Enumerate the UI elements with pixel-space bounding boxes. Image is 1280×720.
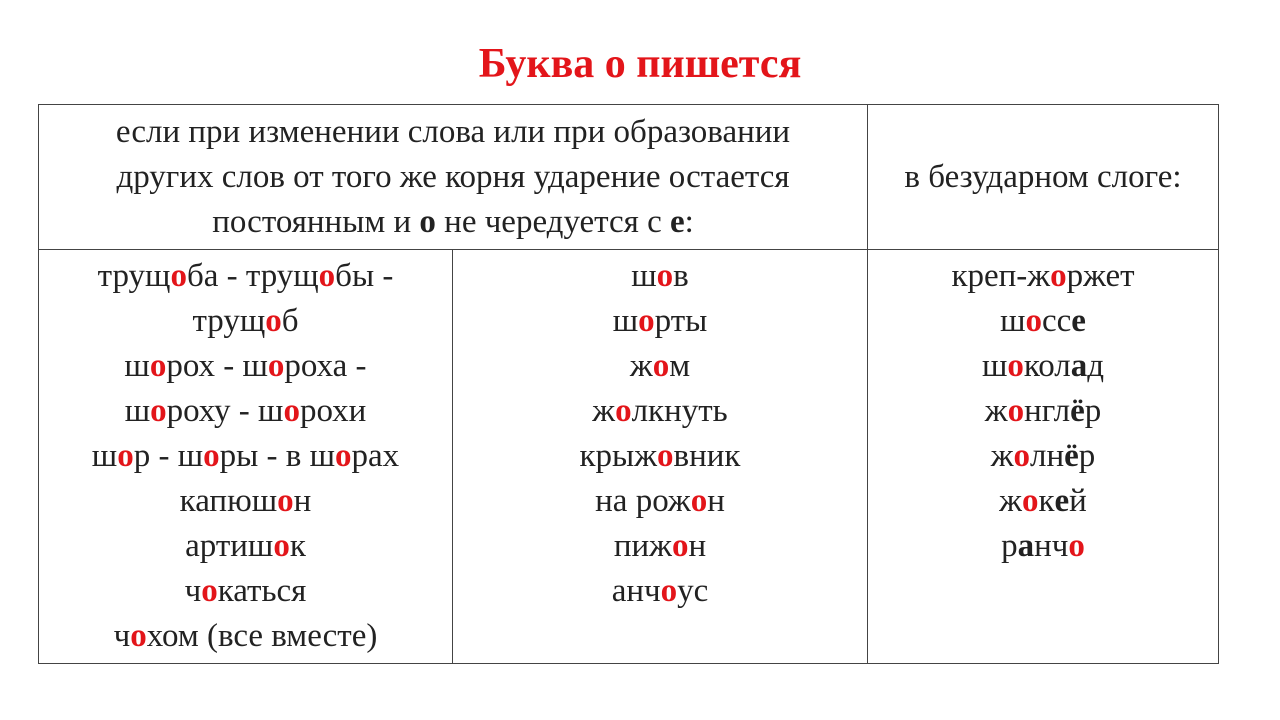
highlighted-letter: о: [150, 393, 167, 429]
example-word: [868, 434, 1218, 479]
word-segment: :: [684, 203, 694, 240]
bold-letter: о: [419, 203, 436, 240]
word-segment: рты: [654, 303, 708, 339]
word-segment: постоянным и: [212, 203, 420, 240]
highlighted-letter: о: [335, 438, 352, 474]
example-word: [868, 524, 1218, 569]
example-word: [39, 614, 452, 659]
spelling-rule-table: [38, 104, 1219, 664]
example-word: [39, 389, 452, 434]
highlighted-letter: о: [615, 393, 632, 429]
word-segment: ш: [612, 303, 639, 339]
word-segment: ж: [999, 483, 1022, 519]
word-segment: р: [1001, 528, 1018, 564]
header-condition-unstressed-cell: [868, 105, 1219, 250]
word-segment: ш: [91, 438, 118, 474]
example-word: [868, 254, 1218, 299]
example-word: [868, 299, 1218, 344]
highlighted-letter: о: [1013, 438, 1030, 474]
header-condition-line: [39, 110, 867, 155]
word-segment: лкнуть: [631, 393, 728, 429]
highlighted-letter: о: [656, 258, 674, 294]
word-segment: артиш: [185, 528, 274, 564]
word-segment: нч: [1034, 528, 1069, 564]
header-unstressed-label: в безударном слоге:: [904, 158, 1182, 195]
word-segment: других слов от того же корня ударение остается: [116, 158, 790, 195]
example-word: [453, 254, 867, 299]
word-segment: н: [707, 483, 725, 519]
word-segment: д: [1087, 348, 1105, 384]
word-segment: вник: [673, 438, 741, 474]
word-segment: рох - ш: [166, 348, 268, 384]
word-segment: ж: [990, 438, 1014, 474]
highlighted-letter: о: [660, 573, 678, 609]
word-segment: каться: [217, 573, 307, 609]
word-segment: ш: [1000, 303, 1026, 339]
word-segment: р - ш: [133, 438, 204, 474]
example-word: [39, 344, 452, 389]
word-segment: трущ: [97, 258, 171, 294]
word-segment: ж: [592, 393, 616, 429]
word-segment: м: [669, 348, 691, 384]
highlighted-letter: о: [1050, 258, 1067, 294]
highlighted-letter: о: [1021, 483, 1039, 519]
highlighted-letter: о: [277, 483, 294, 519]
word-segment: креп-ж: [951, 258, 1051, 294]
word-segment: ш: [124, 348, 150, 384]
word-segment: хом (все вместе): [146, 618, 378, 654]
word-segment: бы -: [335, 258, 394, 294]
word-segment: если при изменении слова или при образовании: [115, 113, 791, 150]
example-word: [39, 254, 452, 299]
highlighted-letter: о: [1007, 393, 1025, 429]
word-segment: р: [1078, 438, 1096, 474]
highlighted-letter: о: [638, 303, 655, 339]
page-title: Буква о пишется: [478, 41, 802, 87]
word-segment: на рож: [595, 483, 691, 519]
highlighted-letter: о: [657, 438, 674, 474]
example-word: [453, 524, 867, 569]
word-segment: р: [1084, 393, 1102, 429]
example-word: [868, 479, 1218, 524]
example-word: [453, 434, 867, 479]
header-condition-stress-cell: [39, 105, 868, 250]
bold-letter: е: [1071, 303, 1086, 339]
example-word: [453, 299, 867, 344]
highlighted-letter: о: [283, 393, 300, 429]
example-word: [39, 524, 452, 569]
examples-column-stressed-words: [453, 250, 868, 664]
header-row: [39, 105, 1219, 250]
highlighted-letter: о: [318, 258, 336, 294]
example-word: [868, 344, 1218, 389]
word-segment: сс: [1041, 303, 1072, 339]
example-word: [453, 389, 867, 434]
example-word: [39, 299, 452, 344]
word-segment: рохи: [299, 393, 367, 429]
examples-column-unstressed-words: [868, 250, 1219, 664]
highlighted-letter: о: [130, 618, 147, 654]
word-segment: лн: [1030, 438, 1065, 474]
examples-row: [39, 250, 1219, 664]
word-segment: к: [289, 528, 306, 564]
example-word: [39, 479, 452, 524]
bold-letter: ё: [1070, 393, 1085, 429]
word-segment: анч: [611, 573, 661, 609]
example-word: [39, 434, 452, 479]
example-word: [868, 389, 1218, 434]
examples-column-word-forms: [39, 250, 453, 664]
highlighted-letter: о: [149, 348, 167, 384]
example-word: [39, 569, 452, 614]
header-condition-line: [39, 155, 867, 200]
word-segment: кол: [1023, 348, 1071, 384]
highlighted-letter: о: [267, 348, 285, 384]
highlighted-letter: о: [690, 483, 708, 519]
highlighted-letter: о: [652, 348, 670, 384]
word-segment: роха -: [284, 348, 367, 384]
bold-letter: а: [1017, 528, 1035, 564]
word-segment: ус: [677, 573, 709, 609]
highlighted-letter: о: [671, 528, 689, 564]
word-segment: ба - трущ: [186, 258, 319, 294]
word-segment: н: [688, 528, 707, 564]
highlighted-letter: о: [1025, 303, 1042, 339]
word-segment: ржет: [1066, 258, 1135, 294]
word-segment: ш: [124, 393, 151, 429]
word-segment: роху - ш: [166, 393, 284, 429]
word-segment: пиж: [613, 528, 672, 564]
word-segment: ш: [631, 258, 657, 294]
word-segment: рах: [351, 438, 400, 474]
word-segment: ж: [629, 348, 653, 384]
highlighted-letter: о: [273, 528, 290, 564]
bold-letter: ё: [1064, 438, 1079, 474]
highlighted-letter: о: [203, 438, 220, 474]
example-word: [453, 479, 867, 524]
highlighted-letter: о: [117, 438, 134, 474]
word-segment: б: [281, 303, 299, 339]
bold-letter: а: [1070, 348, 1088, 384]
word-segment: нгл: [1024, 393, 1071, 429]
word-segment: трущ: [192, 303, 266, 339]
word-segment: й: [1069, 483, 1087, 519]
word-segment: крыж: [579, 438, 658, 474]
word-segment: капюш: [179, 483, 278, 519]
word-segment: ры - в ш: [219, 438, 336, 474]
highlighted-letter: о: [201, 573, 218, 609]
highlighted-letter: о: [170, 258, 187, 294]
highlighted-letter: о: [1068, 528, 1085, 564]
bold-letter: е: [1054, 483, 1070, 519]
header-condition-line: [39, 200, 867, 245]
word-segment: ш: [981, 348, 1008, 384]
example-word: [453, 344, 867, 389]
highlighted-letter: о: [265, 303, 282, 339]
word-segment: не чередуется с: [435, 203, 670, 240]
bold-letter: е: [669, 203, 685, 240]
word-segment: ч: [113, 618, 131, 654]
word-segment: в: [673, 258, 689, 294]
word-segment: ч: [184, 573, 202, 609]
example-word: [453, 569, 867, 614]
word-segment: н: [293, 483, 312, 519]
highlighted-letter: о: [1007, 348, 1024, 384]
word-segment: к: [1038, 483, 1055, 519]
word-segment: ж: [984, 393, 1008, 429]
